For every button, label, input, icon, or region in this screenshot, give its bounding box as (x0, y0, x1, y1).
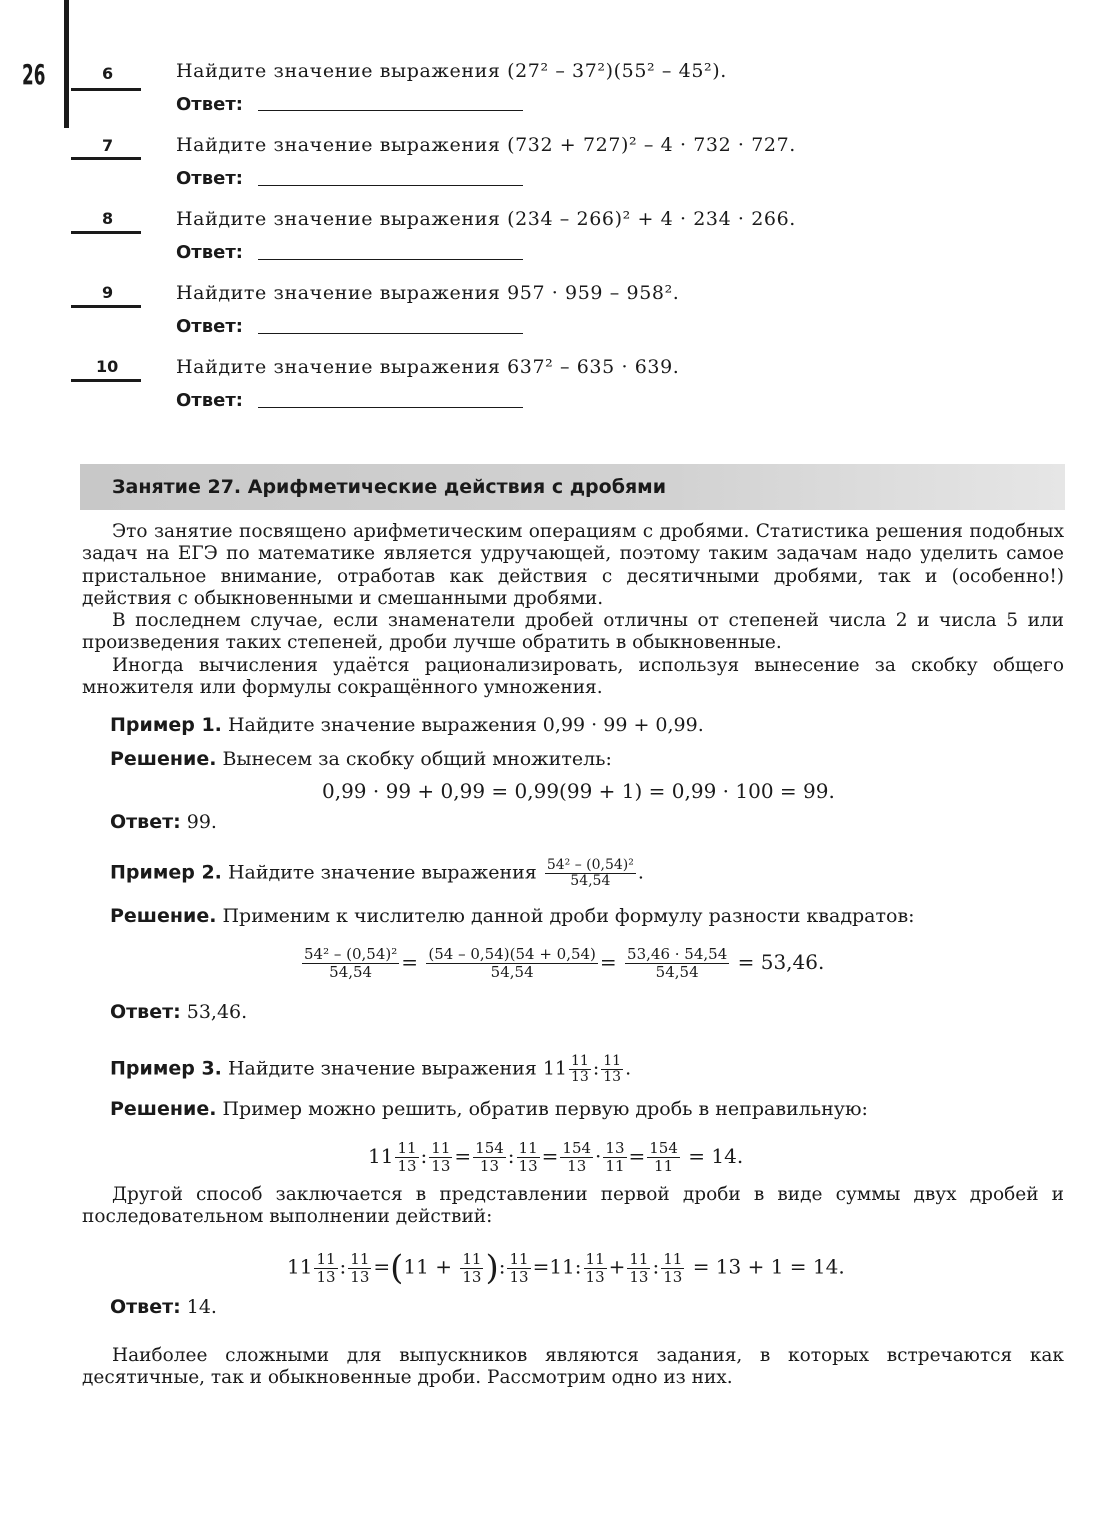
answer-label: Ответ: (176, 316, 243, 337)
example-label: Пример 1. (110, 714, 222, 736)
fraction-denominator: 54,54 (570, 873, 611, 889)
example-1-equation: 0,99 · 99 + 0,99 = 0,99(99 + 1) = 0,99 · 100 = 99. (322, 779, 835, 803)
mixed-whole: 11 (542, 1057, 568, 1080)
fraction-denominator: 54,54 (655, 963, 699, 981)
example-text: Найдите значение выражения 0,99 · 99 + 0,99. (227, 714, 704, 736)
solution-label: Решение. (110, 1098, 217, 1120)
fraction-numerator: 154 (562, 1139, 592, 1157)
fraction-numerator: 11 (350, 1249, 370, 1268)
fraction-numerator: 11 (629, 1249, 649, 1268)
fraction-denominator: 13 (509, 1267, 529, 1286)
task-rule (71, 379, 141, 382)
fraction-numerator: 154 (475, 1139, 504, 1157)
fraction-numerator: 11 (571, 1053, 589, 1069)
fraction-numerator: 11 (316, 1249, 336, 1268)
fraction-denominator: 13 (462, 1267, 482, 1286)
answer-field[interactable] (258, 110, 523, 111)
fraction-numerator: 53,46 · 54,54 (627, 945, 728, 963)
task-text: Найдите значение выражения (234 – 266)² + 4 · 234 · 266. (176, 208, 796, 230)
answer-field[interactable] (258, 259, 523, 260)
answer-value: 14. (186, 1296, 217, 1318)
fraction (560, 1140, 593, 1175)
fraction (507, 1251, 530, 1286)
fraction-denominator: 13 (316, 1267, 336, 1286)
answer-value: 99. (186, 811, 217, 833)
answer-label: Ответ: (176, 94, 243, 115)
task-number: 6 (102, 64, 114, 83)
example-text: Найдите значение выражения (227, 1057, 537, 1080)
fraction (302, 946, 399, 981)
example-label: Пример 3. (110, 1057, 222, 1080)
page-number: 26 (22, 58, 46, 91)
equation-result: = 14. (688, 1144, 744, 1168)
task-rule (71, 305, 141, 308)
lesson-intro (82, 521, 1064, 699)
fraction (314, 1251, 337, 1286)
fraction-numerator: 54² – (0,54)² (304, 945, 398, 963)
example-3-solution (110, 1098, 868, 1120)
fraction-numerator: 11 (603, 1053, 622, 1069)
close-paren: ) (485, 1248, 499, 1288)
fraction-denominator: 54,54 (329, 963, 373, 981)
example-text: Найдите значение выражения (227, 861, 537, 884)
task-rule (71, 157, 141, 160)
fraction-denominator: 13 (585, 1267, 605, 1286)
answer-label: Ответ: (110, 811, 181, 833)
fraction-numerator: 11 (431, 1139, 451, 1157)
fraction-numerator: (54 – 0,54)(54 + 0,54) (428, 945, 596, 963)
intro-paragraph: Иногда вычисления удаётся рационализировать, используя вынесение за скобку общего множителя или формулы сокращённого умножения. (82, 654, 1064, 699)
fraction (627, 1251, 650, 1286)
equation-result: = 53,46. (737, 950, 825, 974)
whole-part: 11 (549, 1254, 575, 1279)
example-1 (110, 714, 704, 736)
fraction-numerator: 11 (509, 1249, 529, 1268)
task-rule (71, 88, 141, 91)
intro-paragraph: В последнем случае, если знаменатели дробей отличны от степеней числа 2 и числа 5 или произведения таких степеней, дроби лучше обратить в обыкновенные. (82, 610, 1064, 654)
solution-label: Решение. (110, 905, 217, 927)
answer-field[interactable] (258, 185, 523, 186)
fraction-denominator: 13 (431, 1157, 451, 1175)
closing-paragraph: Наиболее сложными для выпускников являются задания, в которых встречаются как десятичные, так и обыкновенные дроби. Рассмотрим одно из них. (82, 1345, 1064, 1389)
solution-text: Вынесем за скобку общий множитель: (222, 748, 612, 770)
mixed-whole: 11 (287, 1254, 313, 1279)
mixed-whole: 11 (368, 1144, 394, 1168)
example-2: Пример 2. Найдите значение выражения $\frac{\text{54² – (0,54)²}}{54,54}$ . (110, 857, 644, 889)
whole-part: 11 (403, 1254, 429, 1279)
example-2-answer (110, 1001, 247, 1023)
closing-text (82, 1345, 1064, 1390)
fraction (473, 1140, 506, 1175)
fraction-numerator: 54² – (0,54)² (546, 857, 634, 873)
task-rule (71, 231, 141, 234)
answer-field[interactable] (258, 333, 523, 334)
equation-result: = 13 + 1 = 14. (692, 1254, 845, 1279)
fraction-numerator: 11 (518, 1139, 538, 1157)
task-text: Найдите значение выражения (27² – 37²)(55² – 45²). (176, 60, 727, 82)
fraction-numerator: 13 (605, 1139, 625, 1157)
task-text: Найдите значение выражения 957 · 959 – 958². (176, 282, 680, 304)
fraction-numerator: 11 (663, 1249, 683, 1268)
example-3-equation-1: 11 $\frac{11}{13}$ : $\frac{11}{13}$ = $\frac{154}{13}$ : $\frac{11}{13}$ = $\frac{154}{13}$ · $\frac{13}{11}$ = $\frac{154}{11}$ = 14. (368, 1139, 744, 1175)
fraction (429, 1140, 452, 1175)
lesson-title: Занятие 27. Арифметические действия с дробями (112, 476, 667, 498)
fraction-denominator: 13 (663, 1267, 683, 1286)
example-2-solution (110, 905, 915, 927)
task-number: 9 (102, 283, 114, 302)
example-label: Пример 2. (110, 861, 222, 884)
fraction (569, 1054, 591, 1085)
fraction (348, 1251, 371, 1286)
answer-label: Ответ: (176, 168, 243, 189)
intro-paragraph: Это занятие посвящено арифметическим операциям с дробями. Статистика решения подобных задач на ЕГЭ по математике является удручающей, поэтому таким задачам надо уделить самое пристальное внимание, отработав как действия с десятичными дробями, так и (особенно!) действия с обыкновенными и смешанными дробями. (82, 521, 1064, 609)
fraction-denominator: 13 (567, 1157, 587, 1175)
fraction (647, 1140, 680, 1175)
example-3-equation-2: 11 $\frac{11}{13}$ : $\frac{11}{13}$ =(11 + $\frac{11}{13}$ ): $\frac{11}{13}$ =11: $\frac{11}{13}$ + $\frac{11}{13}$ : $\frac{11}{13}$ = 13 + 1 = 14. (287, 1248, 845, 1288)
fraction-denominator: 13 (350, 1267, 370, 1286)
answer-label: Ответ: (110, 1296, 181, 1318)
solution-text: Применим к числителю данной дроби формулу разности квадратов: (222, 905, 915, 927)
fraction-denominator: 13 (571, 1069, 589, 1085)
fraction-denominator: 13 (518, 1157, 538, 1175)
fraction-denominator: 13 (603, 1069, 622, 1085)
example-3: Пример 3. Найдите значение выражения 11 $\frac{11}{13}$ : $\frac{11}{13}$ . (110, 1053, 632, 1085)
fraction (661, 1251, 684, 1286)
example-2-equation: $\frac{\text{54² – (0,54)²}}{54,54}$ = $\frac{(54 - 0,54)(54 + 0,54)}{54,54}$ = $\frac{53,46 \cdot 54,54}{54,54}$ = 53,46. (304, 945, 825, 981)
task-number: 7 (102, 136, 114, 155)
fraction-numerator: 11 (397, 1139, 417, 1157)
answer-label: Ответ: (176, 390, 243, 411)
fraction-denominator: 54,54 (490, 963, 534, 981)
other-way-text (82, 1184, 1064, 1229)
fraction (625, 946, 729, 981)
fraction-denominator: 11 (605, 1157, 625, 1175)
fraction-denominator: 13 (397, 1157, 417, 1175)
task-text: Найдите значение выражения 637² – 635 · 639. (176, 356, 680, 378)
answer-label: Ответ: (110, 1001, 181, 1023)
fraction (584, 1251, 607, 1286)
fraction (426, 946, 598, 981)
open-paren: ( (390, 1248, 404, 1288)
example-3-answer (110, 1296, 217, 1318)
answer-value: 53,46. (186, 1001, 248, 1023)
other-way-paragraph: Другой способ заключается в представлении первой дроби в виде суммы двух дробей и последовательном выполнении действий: (82, 1184, 1064, 1228)
example-1-solution (110, 748, 612, 770)
margin-bar (64, 0, 69, 128)
fraction (517, 1140, 540, 1175)
example-1-answer (110, 811, 217, 833)
fraction-denominator: 11 (654, 1157, 674, 1175)
fraction (460, 1251, 483, 1286)
solution-label: Решение. (110, 748, 217, 770)
task-number: 8 (102, 209, 114, 228)
fraction-denominator: 13 (629, 1267, 649, 1286)
fraction (601, 1054, 623, 1085)
answer-label: Ответ: (176, 242, 243, 263)
task-text: Найдите значение выражения (732 + 727)² – 4 · 732 · 727. (176, 134, 796, 156)
task-number: 10 (96, 357, 119, 376)
answer-field[interactable] (258, 407, 523, 408)
example-2-fraction (545, 858, 636, 889)
fraction-numerator: 154 (649, 1139, 678, 1157)
solution-text: Пример можно решить, обратив первую дробь в неправильную: (222, 1098, 868, 1120)
fraction (395, 1140, 418, 1175)
fraction-numerator: 11 (585, 1249, 605, 1268)
fraction-numerator: 11 (462, 1249, 482, 1268)
fraction (603, 1140, 626, 1175)
fraction-denominator: 13 (479, 1157, 500, 1175)
